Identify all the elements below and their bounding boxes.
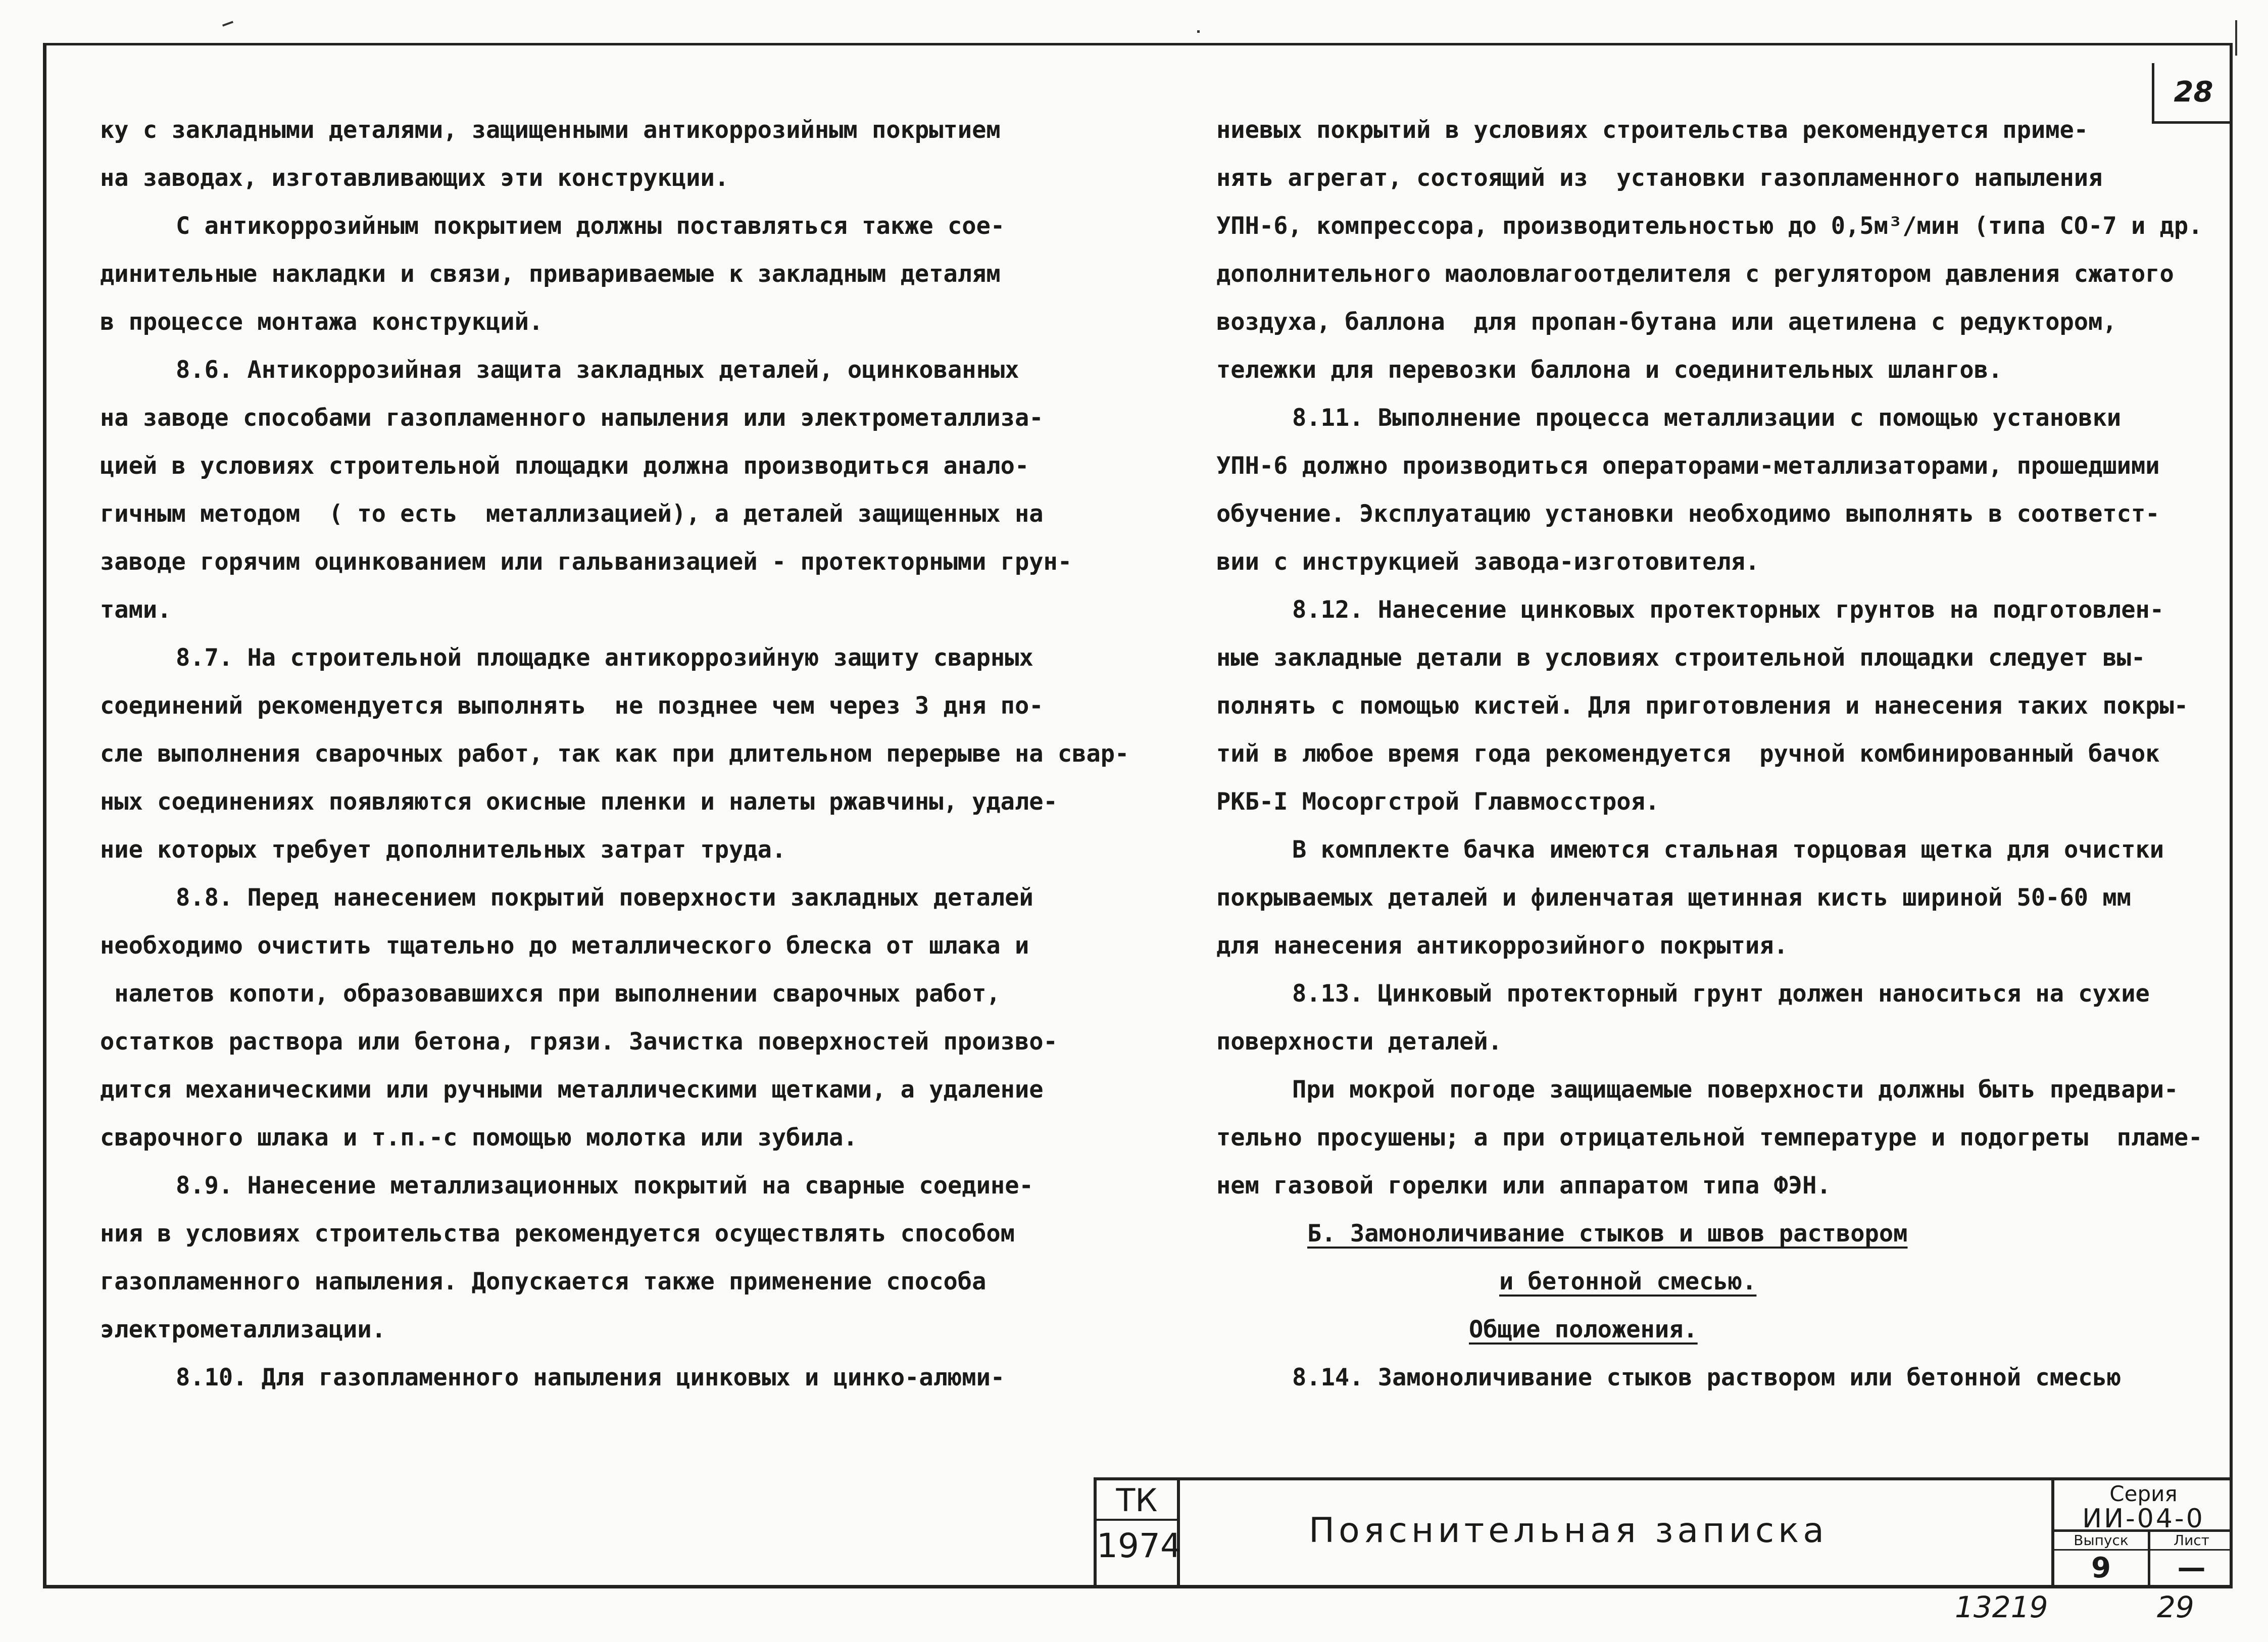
text-line: тами. [100, 596, 172, 624]
text-line: сварочного шлака и т.п.-с помощью молотка или зубила. [100, 1124, 858, 1152]
text-line: цией в условиях строительной площадки должна производиться анало- [100, 452, 1029, 480]
text-line: В комплекте бачка имеются стальная торцовая щетка для очистки [1292, 836, 2164, 864]
left-column [100, 106, 1171, 1402]
text-line: УПН-6 должно производиться операторами-металлизаторами, прошедшими [1216, 452, 2160, 480]
right-column [1216, 106, 2232, 1402]
series-value: ИИ-04-0 [2082, 1504, 2205, 1534]
text-line: 8.6. Антикоррозийная защита закладных деталей, оцинкованных [176, 356, 1019, 384]
text-line: на заводах, изготавливающих эти конструкции. [100, 164, 729, 192]
text-line: ные закладные детали в условиях строительной площадки следует вы- [1216, 644, 2146, 672]
document-title: Пояснительная записка [1309, 1511, 1828, 1551]
text-line: 8.7. На строительной площадке антикоррозийную защиту сварных [176, 644, 1033, 672]
sheet-cell [2150, 1532, 2233, 1588]
text-line: ных соединениях появляются окисные пленки и налеты ржавчины, удале- [100, 788, 1058, 816]
text-line: 8.12. Нанесение цинковых протекторных грунтов на подготовлен- [1292, 596, 2164, 624]
text-line: 8.11. Выполнение процесса металлизации с помощью установки [1292, 404, 2122, 432]
text-line: ку с закладными деталями, защищенными антикоррозийным покрытием [100, 116, 1001, 144]
text-line: тележки для перевозки баллона и соединительных шлангов. [1216, 356, 2003, 384]
text-line: вии с инструкцией завода-изготовителя. [1216, 548, 1760, 576]
text-line: сле выполнения сварочных работ, так как при длительном перерыве на свар- [100, 740, 1129, 768]
series-block [2051, 1480, 2233, 1588]
text-line: необходимо очистить тщательно до металлического блеска от шлака и [100, 932, 1029, 960]
text-line: гичным методом ( то есть металлизацией), а деталей защищенных на [100, 500, 1044, 528]
text-line: заводе горячим оцинкованием или гальванизацией - протекторными грун- [100, 548, 1072, 576]
series-cell [2054, 1480, 2233, 1532]
scan-mark [2235, 20, 2237, 56]
issue-label: Выпуск [2054, 1532, 2148, 1551]
text-line: Б. Замоноличивание стыков и швов раствором [1307, 1220, 1908, 1248]
text-line: дится механическими или ручными металлическими щетками, а удаление [100, 1076, 1044, 1104]
text-line: на заводе способами газопламенного напыления или электрометаллиза- [100, 404, 1044, 432]
tk-year: 1974 [1097, 1526, 1181, 1565]
text-line: тий в любое время года рекомендуется ручной комбинированный бачок [1216, 740, 2160, 768]
text-line: С антикоррозийным покрытием должны поставляться также сое- [176, 212, 1005, 240]
text-line: нем газовой горелки или аппаратом типа ФЭН. [1216, 1172, 1831, 1200]
text-line: обучение. Эксплуатацию установки необходимо выполнять в соответст- [1216, 500, 2160, 528]
text-line: нять агрегат, состоящий из установки газопламенного напыления [1216, 164, 2103, 192]
text-line: динительные накладки и связи, привариваемые к закладным деталям [100, 260, 1001, 288]
text-line: Общие положения. [1469, 1316, 1698, 1344]
page-number: 28 [2152, 63, 2233, 124]
text-line: в процессе монтажа конструкций. [100, 308, 544, 336]
issue-cell [2054, 1532, 2150, 1588]
text-line: 8.14. Замоноличивание стыков раствором или бетонной смесью [1292, 1364, 2122, 1391]
text-line: для нанесения антикоррозийного покрытия. [1216, 932, 1788, 960]
text-line: 8.13. Цинковый протекторный грунт должен наноситься на сухие [1292, 980, 2150, 1008]
text-line: воздуха, баллона для пропан-бутана или ацетилена с редуктором, [1216, 308, 2117, 336]
text-line: поверхности деталей. [1216, 1028, 1502, 1056]
text-line: и бетонной смесью. [1499, 1268, 1757, 1296]
text-line: 8.10. Для газопламенного напыления цинковых и цинко-алюми- [176, 1364, 1005, 1391]
scan-mark [222, 21, 233, 26]
text-line: 8.8. Перед нанесением покрытий поверхности закладных деталей [176, 884, 1033, 912]
text-line: ниевых покрытий в условиях строительства рекомендуется приме- [1216, 116, 2089, 144]
text-line: РКБ-I Мосоргстрой Главмосстроя. [1216, 788, 1660, 816]
text-line: газопламенного напыления. Допускается также применение способа [100, 1268, 987, 1296]
scan-mark [1197, 30, 1200, 33]
sheet-value: — [2177, 1552, 2206, 1584]
text-line: тельно просушены; а при отрицательной температуре и подогреты пламе- [1216, 1124, 2203, 1152]
text-line: ния в условиях строительства рекомендуется осуществлять способом [100, 1220, 1015, 1248]
text-line: 8.9. Нанесение металлизационных покрытий на сварные соедине- [176, 1172, 1033, 1200]
text-line: полнять с помощью кистей. Для приготовления и нанесения таких покры- [1216, 692, 2189, 720]
tk-label: ТК [1097, 1480, 1177, 1521]
text-line: соединений рекомендуется выполнять не позднее чем через 3 дня по- [100, 692, 1044, 720]
tk-cell [1097, 1480, 1180, 1588]
text-line: дополнительного маоловлагоотделителя с регулятором давления сжатого [1216, 260, 2174, 288]
text-line: остатков раствора или бетона, грязи. Зачистка поверхностей произво- [100, 1028, 1058, 1056]
series-label: Серия [2109, 1481, 2178, 1506]
text-line: При мокрой погоде защищаемые поверхности должны быть предвари- [1292, 1076, 2179, 1104]
text-line: электрометаллизации. [100, 1316, 386, 1344]
text-line: УПН-6, компрессора, производительностью до 0,5м³/мин (типа СО-7 и др. [1216, 212, 2203, 240]
inventory-number: 13219 [1955, 1590, 2048, 1624]
text-line: покрываемых деталей и филенчатая щетинная кисть шириной 50-60 мм [1216, 884, 2131, 912]
text-line: налетов копоти, образовавшихся при выполнении сварочных работ, [100, 980, 1001, 1008]
text-line: ние которых требует дополнительных затрат труда. [100, 836, 786, 864]
page-mark: 29 [2157, 1590, 2194, 1624]
title-block [1094, 1477, 2233, 1588]
sheet-label: Лист [2150, 1532, 2233, 1551]
issue-value: 9 [2091, 1552, 2111, 1584]
